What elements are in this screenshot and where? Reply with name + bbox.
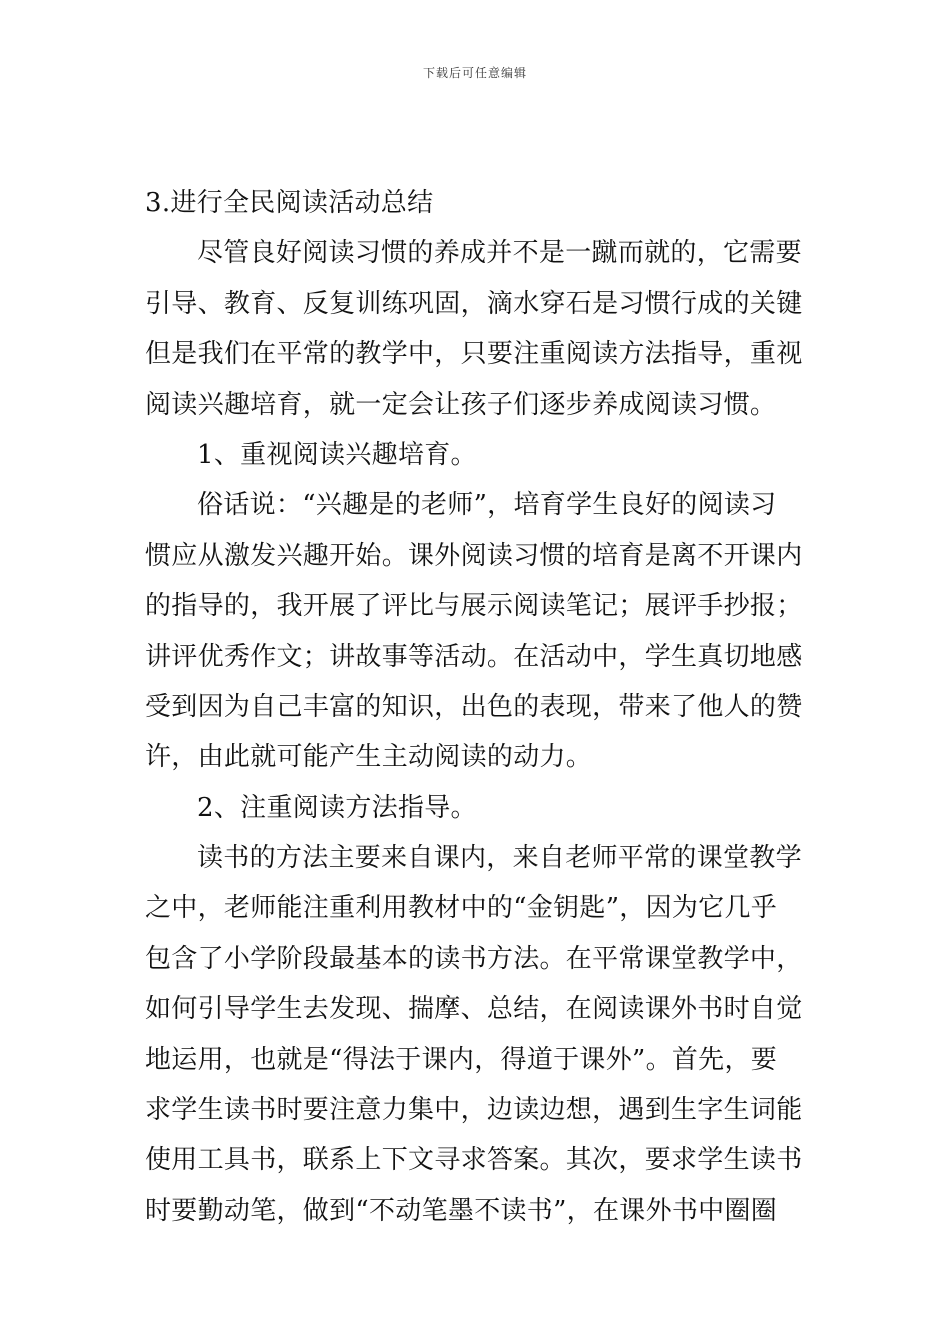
paragraph-line: 之中，老师能注重利用教材中的“金钥匙”，因为它几乎 [145, 893, 778, 924]
paragraph-line: 惯应从激发兴趣开始。课外阅读习惯的培育是离不开课内 [145, 540, 803, 571]
paragraph-line: 求学生读书时要注意力集中，边读边想，遇到生字生词能 [145, 1095, 803, 1126]
paragraph-line: 尽管良好阅读习惯的养成并不是一蹴而就的，它需要 [197, 238, 802, 269]
page-header: 下载后可任意编辑 [422, 66, 527, 80]
paragraph-line: 时要勤动笔，做到“不动笔墨不读书”，在课外书中圈圈 [145, 1195, 778, 1226]
subsection-heading: 1、重视阅读兴趣培育。 [197, 439, 477, 470]
paragraph-line: 地运用，也就是“得法于课内，得道于课外”。首先，要 [145, 1044, 778, 1075]
paragraph-line: 受到因为自己丰富的知识，出色的表现，带来了他人的赞 [145, 691, 803, 722]
paragraph-line: 讲评优秀作文；讲故事等活动。在活动中，学生真切地感 [145, 641, 803, 672]
section-heading: 3.进行全民阅读活动总结 [145, 188, 434, 218]
paragraph-line: 引导、教育、反复训练巩固，滴水穿石是习惯行成的关键 [145, 288, 803, 319]
paragraph-line: 但是我们在平常的教学中，只要注重阅读方法指导，重视 [145, 339, 803, 370]
paragraph-line: 如何引导学生去发现、揣摩、总结，在阅读课外书时自觉 [145, 994, 803, 1025]
document-body [145, 178, 810, 1236]
paragraph-line: 使用工具书，联系上下文寻求答案。其次，要求学生读书 [145, 1145, 803, 1176]
subsection-heading: 2、注重阅读方法指导。 [197, 792, 477, 823]
paragraph-line: 的指导的，我开展了评比与展示阅读笔记；展评手抄报； [145, 591, 803, 622]
paragraph-line: 许，由此就可能产生主动阅读的动力。 [145, 742, 593, 773]
paragraph-line: 包含了小学阶段最基本的读书方法。在平常课堂教学中， [145, 943, 803, 974]
paragraph-line: 读书的方法主要来自课内，来自老师平常的课堂教学 [197, 843, 802, 874]
paragraph-line: 阅读兴趣培育，就一定会让孩子们逐步养成阅读习惯。 [145, 389, 777, 420]
paragraph-line: 俗话说：“兴趣是的老师”，培育学生良好的阅读习 [197, 490, 777, 521]
